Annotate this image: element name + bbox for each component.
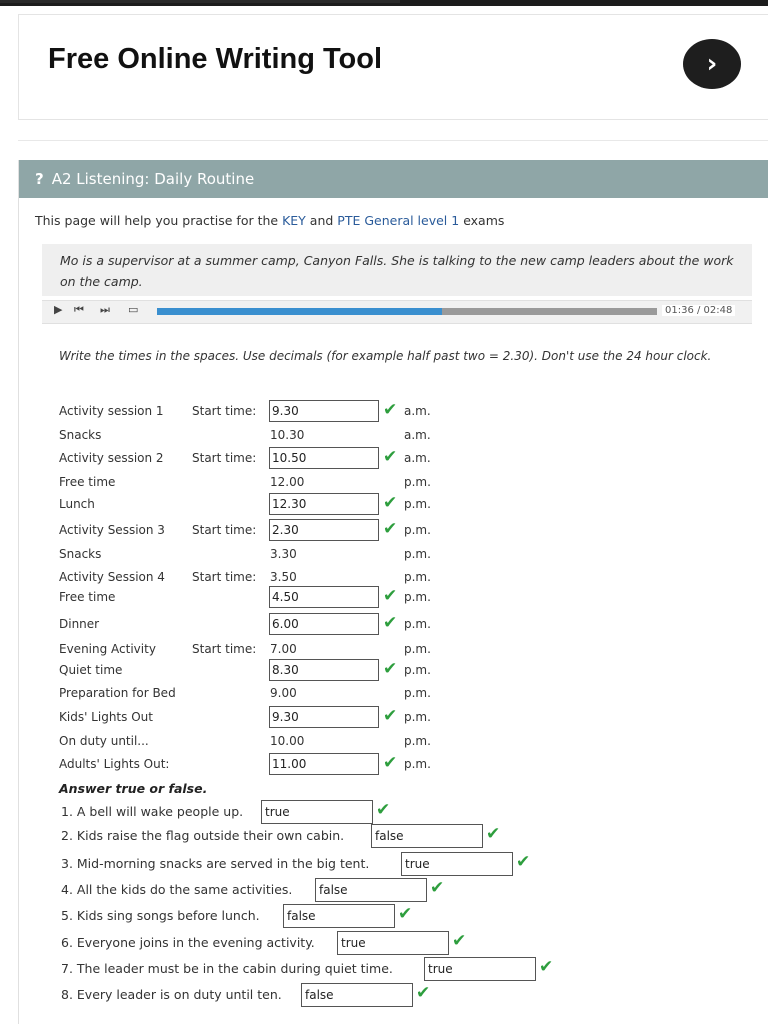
check-icon: ✔ (452, 931, 467, 951)
time-display: 01:36 / 02:48 (662, 305, 735, 316)
am-pm-label: a.m. (404, 451, 431, 465)
am-pm-label: p.m. (404, 497, 431, 511)
true-false-item (61, 931, 761, 955)
activity-label: Snacks (59, 547, 102, 561)
start-time-label: Start time: (192, 570, 257, 584)
true-false-item (61, 904, 761, 928)
check-icon: ✔ (383, 613, 398, 633)
am-pm-label: p.m. (404, 617, 431, 631)
time-input[interactable]: 4.50 (269, 586, 379, 608)
am-pm-label: a.m. (404, 404, 431, 418)
intro-part: This page will help you practise for the (35, 213, 283, 228)
intro-text (35, 213, 504, 228)
answer-input[interactable]: false (371, 824, 483, 848)
check-icon: ✔ (516, 852, 531, 872)
true-false-item (61, 800, 761, 824)
true-false-item (61, 878, 761, 902)
divider (18, 140, 768, 141)
check-icon: ✔ (383, 753, 398, 773)
check-icon: ✔ (383, 400, 398, 420)
context-quote (42, 244, 752, 296)
time-input[interactable]: 9.30 (269, 400, 379, 422)
question-text: 5. Kids sing songs before lunch. (61, 908, 260, 923)
pte-link[interactable]: PTE General level 1 (337, 213, 460, 228)
activity-label: Quiet time (59, 663, 123, 677)
question-text: 6. Everyone joins in the evening activity. (61, 935, 315, 950)
question-text: 1. A bell will wake people up. (61, 804, 244, 819)
am-pm-label: p.m. (404, 590, 431, 604)
check-icon: ✔ (383, 493, 398, 513)
am-pm-label: p.m. (404, 757, 431, 771)
true-false-item (61, 983, 761, 1007)
am-pm-label: p.m. (404, 523, 431, 537)
answer-input[interactable]: false (315, 878, 427, 902)
start-time-label: Start time: (192, 451, 257, 465)
check-icon: ✔ (383, 706, 398, 726)
activity-label: Free time (59, 590, 116, 604)
activity-label: On duty until... (59, 734, 149, 748)
exercise-panel (18, 160, 768, 1024)
start-time-label: Start time: (192, 404, 257, 418)
activity-label: Activity session 1 (59, 404, 164, 418)
skip-forward-icon[interactable]: ⏭ (100, 303, 108, 316)
true-false-item (61, 824, 761, 848)
progress-fill (157, 308, 442, 315)
am-pm-label: p.m. (404, 547, 431, 561)
question-text: 2. Kids raise the flag outside their own cabin. (61, 828, 345, 843)
answer-input[interactable]: false (301, 983, 413, 1007)
start-time-label: Start time: (192, 523, 257, 537)
answer-input[interactable]: true (401, 852, 513, 876)
am-pm-label: p.m. (404, 642, 431, 656)
am-pm-label: p.m. (404, 734, 431, 748)
window-icon[interactable]: ▭ (128, 303, 139, 316)
time-input[interactable]: 2.30 (269, 519, 379, 541)
progress-track[interactable] (157, 308, 657, 315)
time-value: 9.00 (270, 686, 297, 700)
check-icon: ✔ (539, 957, 554, 977)
intro-part: and (305, 213, 338, 228)
check-icon: ✔ (383, 586, 398, 606)
am-pm-label: p.m. (404, 710, 431, 724)
time-value: 3.50 (270, 570, 297, 584)
activity-label: Evening Activity (59, 642, 156, 656)
check-icon: ✔ (383, 519, 398, 539)
time-input[interactable]: 8.30 (269, 659, 379, 681)
question-text: 8. Every leader is on duty until ten. (61, 987, 282, 1002)
answer-input[interactable]: true (424, 957, 536, 981)
time-input[interactable]: 6.00 (269, 613, 379, 635)
site-title: Free Online Writing Tool (48, 43, 383, 75)
time-value: 3.30 (270, 547, 297, 561)
check-icon: ✔ (383, 659, 398, 679)
top-bar-left (0, 0, 400, 3)
time-value: 10.30 (270, 428, 305, 442)
check-icon: ✔ (398, 904, 413, 924)
activity-label: Free time (59, 475, 116, 489)
activity-label: Adults' Lights Out: (59, 757, 170, 771)
start-time-label: Start time: (192, 642, 257, 656)
am-pm-label: p.m. (404, 663, 431, 677)
site-header (18, 14, 768, 120)
intro-part: exams (459, 213, 505, 228)
am-pm-label: p.m. (404, 475, 431, 489)
key-link[interactable]: KEY (282, 213, 306, 228)
next-button[interactable] (683, 39, 741, 89)
play-icon[interactable]: ▶ (54, 303, 63, 316)
check-icon: ✔ (416, 983, 431, 1003)
top-bar (0, 0, 768, 6)
activity-label: Dinner (59, 617, 100, 631)
skip-back-icon[interactable]: ⏮ (74, 303, 82, 316)
am-pm-label: a.m. (404, 428, 431, 442)
check-icon: ✔ (486, 824, 501, 844)
time-input[interactable]: 12.30 (269, 493, 379, 515)
am-pm-label: p.m. (404, 686, 431, 700)
time-value: 10.00 (270, 734, 305, 748)
answer-input[interactable]: false (283, 904, 395, 928)
true-false-item (61, 957, 761, 981)
quote-text: Mo is a supervisor at a summer camp, Canyon Falls. She is talking to the new camp leaders about the work on the camp. (60, 253, 734, 289)
activity-label: Preparation for Bed (59, 686, 176, 700)
panel-header (19, 160, 768, 198)
chevron-right-icon: › (706, 49, 718, 79)
question-text: 7. The leader must be in the cabin during quiet time. (61, 961, 393, 976)
answer-input[interactable]: true (337, 931, 449, 955)
time-input[interactable]: 10.50 (269, 447, 379, 469)
question-text: 3. Mid-morning snacks are served in the big tent. (61, 856, 370, 871)
check-icon: ✔ (430, 878, 445, 898)
time-value: 12.00 (270, 475, 305, 489)
activity-label: Lunch (59, 497, 95, 511)
time-input[interactable]: 9.30 (269, 706, 379, 728)
help-icon: ? (35, 170, 44, 188)
time-value: 7.00 (270, 642, 297, 656)
true-false-item (61, 852, 761, 876)
activity-label: Activity Session 3 (59, 523, 165, 537)
activity-label: Activity Session 4 (59, 570, 165, 584)
am-pm-label: p.m. (404, 570, 431, 584)
activity-label: Kids' Lights Out (59, 710, 153, 724)
audio-player (42, 300, 752, 324)
panel-title: A2 Listening: Daily Routine (51, 170, 255, 188)
activity-label: Activity session 2 (59, 451, 164, 465)
true-false-title: Answer true or false. (59, 781, 208, 796)
instructions: Write the times in the spaces. Use decimals (for example half past two = 2.30). Don't use the 24 hour clock. (59, 349, 712, 363)
check-icon: ✔ (383, 447, 398, 467)
question-text: 4. All the kids do the same activities. (61, 882, 293, 897)
activity-label: Snacks (59, 428, 102, 442)
check-icon: ✔ (376, 800, 391, 820)
time-input[interactable]: 11.00 (269, 753, 379, 775)
answer-input[interactable]: true (261, 800, 373, 824)
